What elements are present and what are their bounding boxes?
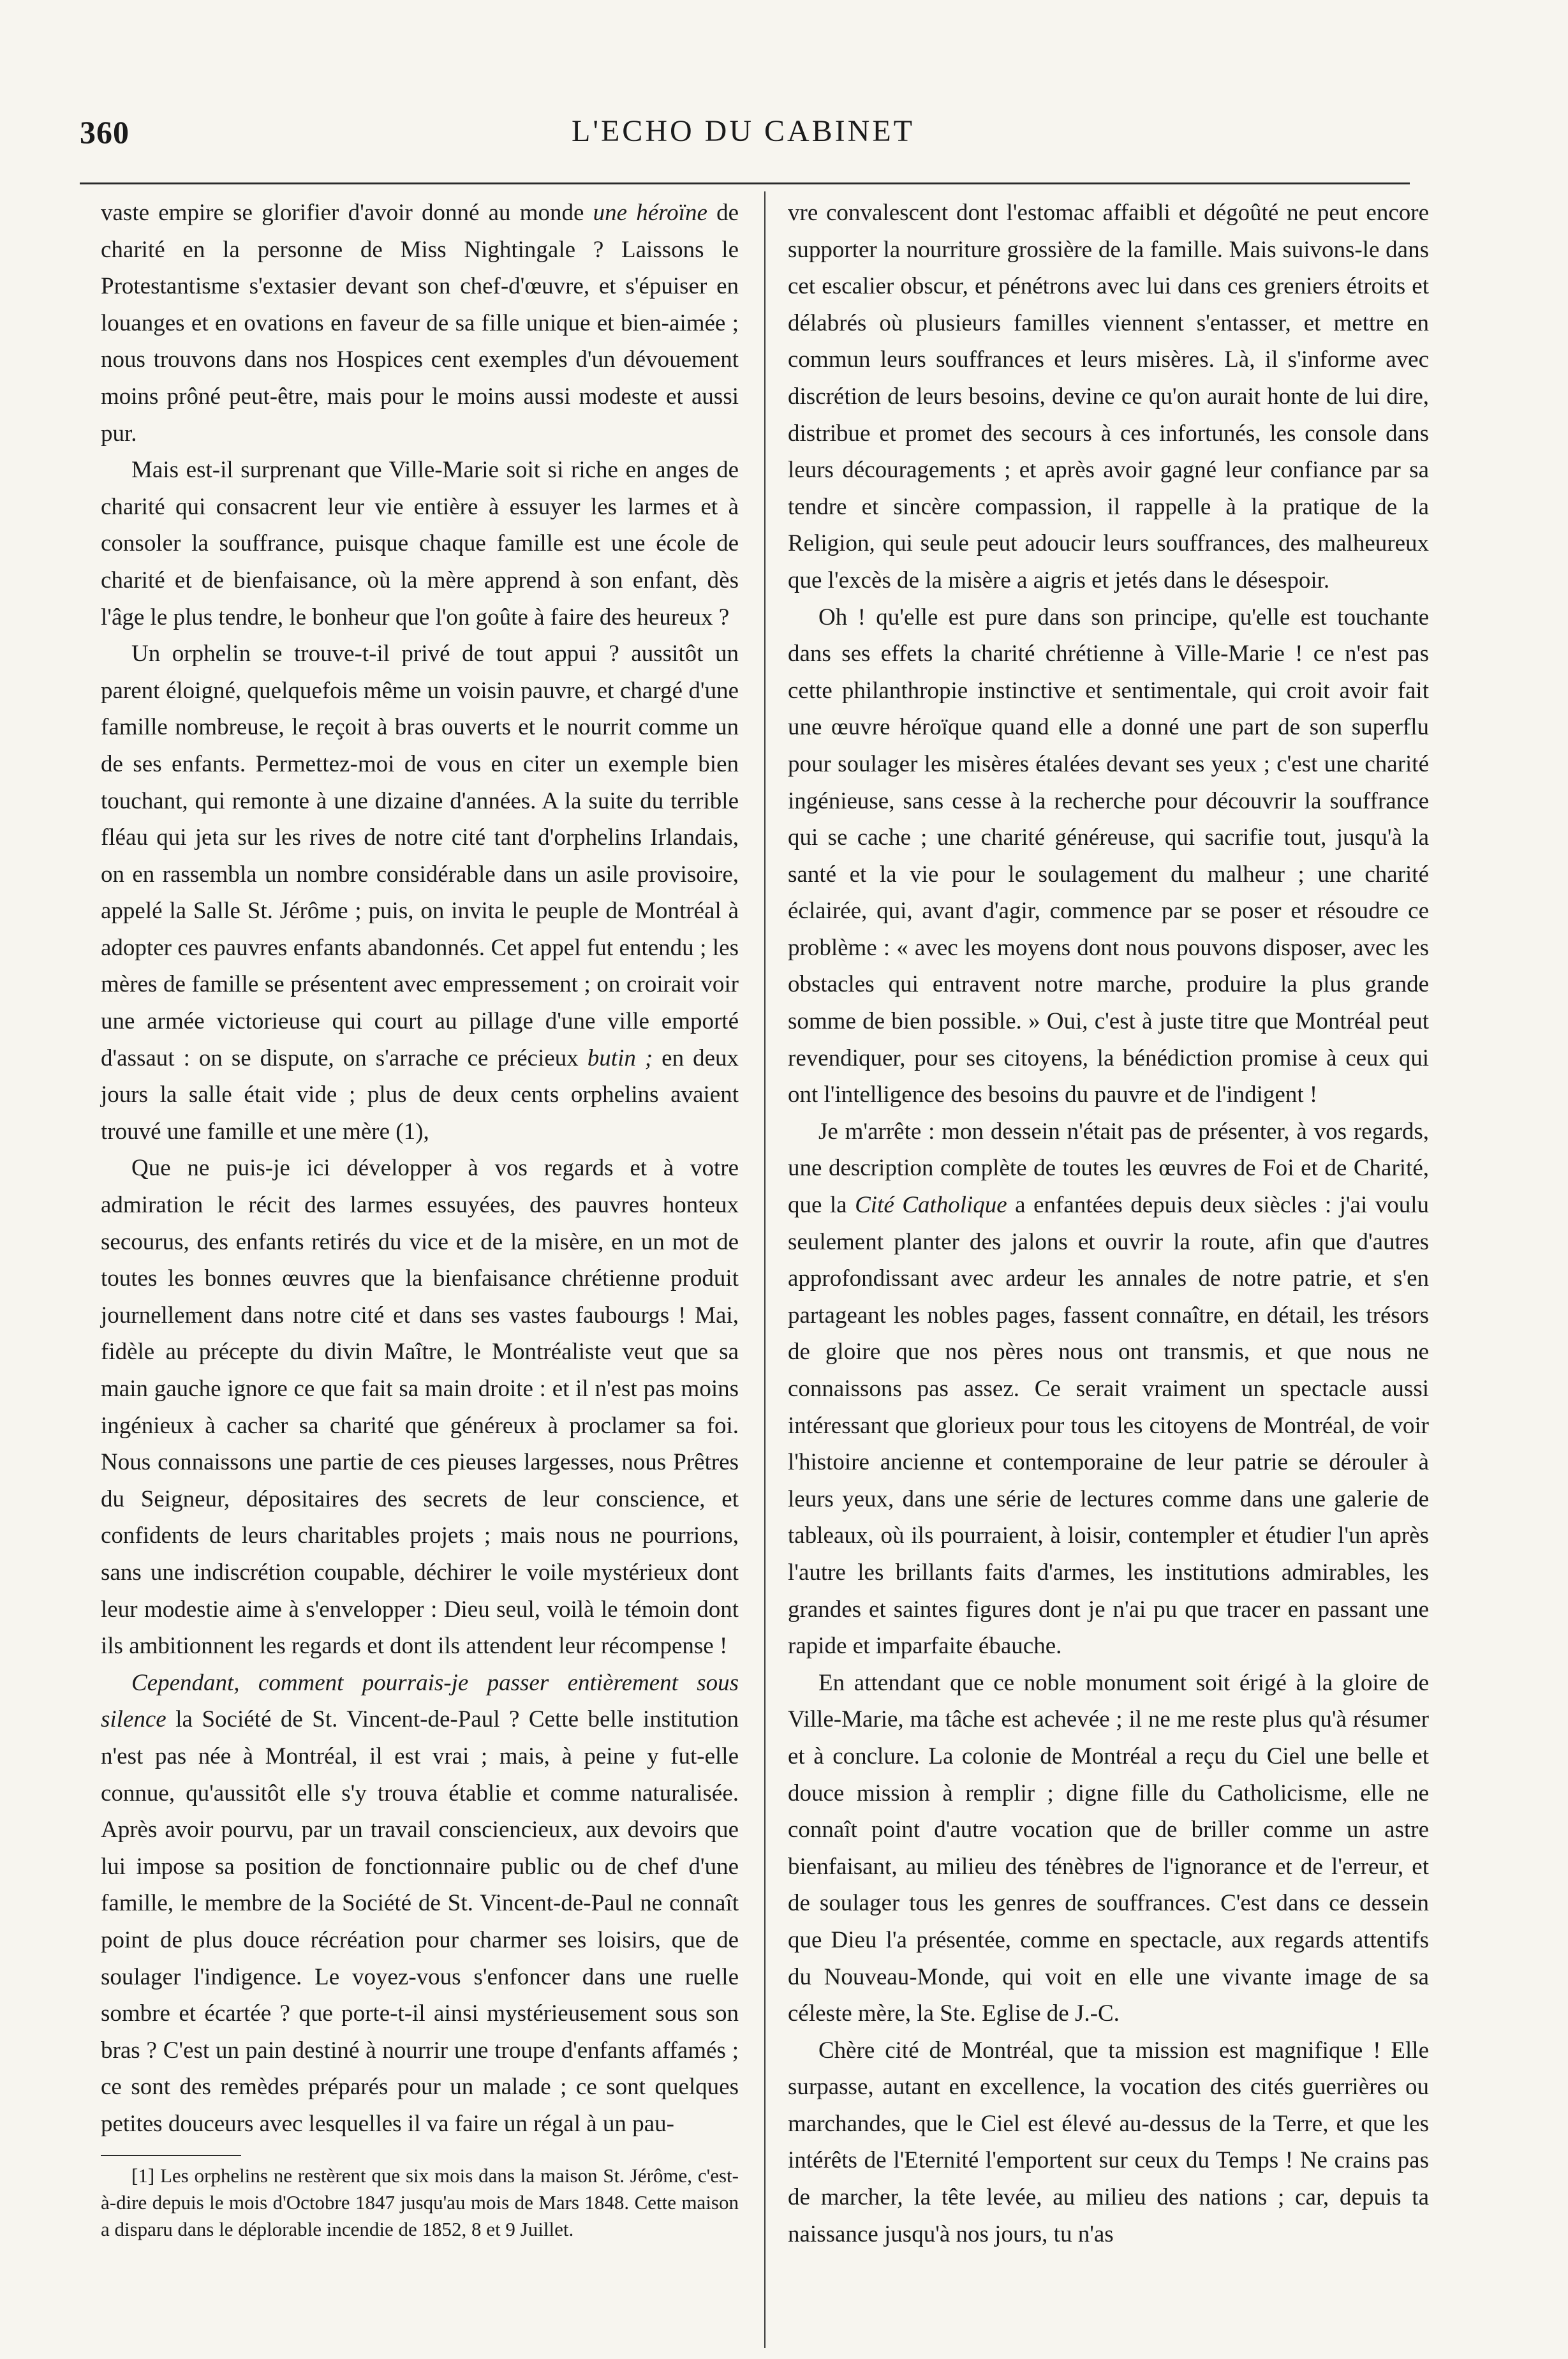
- page-number: 360: [80, 114, 129, 150]
- italic-text: une héroïne: [593, 200, 707, 226]
- right-column: [788, 195, 1429, 2252]
- footnote: [1] Les orphelins ne restèrent que six mois dans la maison St. Jérôme, c'est-à-dire depuis le mois d'Octobre 1847 jusqu'au mois de Mars 1848. Cette maison a disparu dans le déplorable incendie de 1852, 8 et 9 Juillet.: [101, 2164, 739, 2241]
- page-header: [80, 114, 1407, 165]
- right-paragraph-4: En attendant que ce noble monument soit érigé à la gloire de Ville-Marie, ma tâche est achevée ; il ne me reste plus qu'à résumer et à conclure. La colonie de Montréal a reçu du Ciel une belle et douce mission à remplir ; digne fille du Catholicisme, elle ne connaît point d'autre vocation que de briller comme un astre bienfaisant, au milieu des ténèbres de l'ignorance et de l'erreur, et de soulager tous les genres de souffrances. C'est dans ce dessein que Dieu l'a présentée, comme en spectacle, aux regards attentifs du Nouveau-Monde, qui voit en elle une vivante image de sa céleste mère, la Ste. Eglise de J.-C.: [788, 1669, 1429, 2027]
- text-run: de charité en la personne de Miss Nightingale ? Laissons le Protestantisme s'extasier devant son chef-d'œuvre, et s'épuiser en louanges et en ovations en faveur de sa fille unique et bien-aimée ; nous trouvons dans nos Hospices cent exemples d'un dévouement moins prôné peut-être, mais pour le moins aussi modeste et aussi pur.: [101, 200, 739, 447]
- left-paragraph-3: [101, 636, 739, 1150]
- text-run: a enfantées depuis deux siècles : j'ai voulu seulement planter des jalons et ouvrir la route, afin que d'autres approfondissant avec ardeur les annales de notre patrie, et s'en partageant les nobles pages, fassent connaître, en détail, les trésors de gloire que nos pères nous ont transmis, et que nous ne connaissons pas assez. Ce serait vraiment un spectacle aussi intéressant que glorieux pour tous les citoyens de Montréal, de voir l'histoire ancienne et contemporaine de leur patrie se dérouler à leurs yeux, dans une série de lectures comme dans une galerie de tableaux, où ils pourraient, à loisir, contempler et étudier l'un après l'autre les brillants faits d'armes, les institutions admirables, les grandes et saintes figures dont je n'ai pu que tracer en passant une rapide et imparfaite ébauche.: [788, 1192, 1430, 1660]
- left-paragraph-4: Que ne puis-je ici développer à vos regards et à votre admiration le récit des larmes essuyées, des pauvres honteux secourus, des enfants retirés du vice et de la misère, en un mot de toutes les bonnes œuvres que la bienfaisance chrétienne produit journellement dans notre cité et dans ses vastes faubourgs ! Mai, fidèle au précepte du divin Maître, le Montréaliste veut que sa main gauche ignore ce que fait sa main droite : et il n'est pas moins ingénieux à cacher sa charité que généreux à proclamer sa foi. Nous connaissons une partie de ces pieuses largesses, nous Prêtres du Seigneur, dépositaires des secrets de leur conscience, et confidents de leurs charitables projets ; mais nous ne pourrions, sans une indiscrétion coupable, déchirer le voile mystérieux dont leur modestie aime à s'envelopper : Dieu seul, voilà le témoin dont ils ambitionnent les regards et dont ils attendent leur récompense !: [101, 1155, 739, 1660]
- text-run: Je m'arrête : mon dessein n'était pas de présenter, à vos regards, une description complète de toutes les œuvres de Foi et de Charité, que la: [788, 1118, 1429, 1219]
- right-paragraph-3: [788, 1113, 1429, 1665]
- left-paragraph-5: [101, 1665, 739, 2143]
- text-run: en deux jours la salle était vide ; plus de deux cents orphelins avaient trouvé une famille et une mère (1),: [101, 1045, 739, 1145]
- column-divider: [764, 191, 766, 2348]
- text-run: vaste empire se glorifier d'avoir donné au monde: [101, 200, 584, 226]
- right-paragraph-1: vre convalescent dont l'estomac affaibli et dégoûté ne peut encore supporter la nourriture grossière de la famille. Mais suivons-le dans cet escalier obscur, et pénétrons avec lui dans ces greniers étroits et délabrés où plusieurs familles viennent s'entasser, et mettre en commun leurs souffrances et leurs misères. Là, il s'informe avec discrétion de leurs besoins, devine ce qu'on aurait honte de lui dire, distribue et promet des secours à ces infortunés, les console dans leurs découragements ; et après avoir gagné leur confiance par sa tendre et sincère compassion, il rappelle à la pratique de la Religion, qui seule peut adoucir leurs souffrances, des malheureux que l'excès de la misère a aigris et jetés dans le désespoir.: [788, 200, 1429, 593]
- right-paragraph-5: Chère cité de Montréal, que ta mission est magnifique ! Elle surpasse, autant en excellence, la vocation des cités guerrières ou marchandes, que le Ciel est élevé au-dessus de la Terre, et que les intérêts de l'Eternité l'emportent sur ceux du Temps ! Ne crains pas de marcher, la tête levée, au milieu des nations ; car, depuis ta naissance jusqu'à nos jours, tu n'as: [788, 2037, 1429, 2247]
- header-rule: [80, 182, 1410, 184]
- text-run: Un orphelin se trouve-t-il privé de tout appui ? aussitôt un parent éloigné, quelquefois même un voisin pauvre, et chargé d'une famille nombreuse, le reçoit à bras ouverts et le nourrit comme un de ses enfants. Permettez-moi de vous en citer un exemple bien touchant, qui remonte à une dizaine d'années. A la suite du terrible fléau qui jeta sur les rives de notre cité tant d'orphelins Irlandais, on en rassembla un nombre considérable dans un asile provisoire, appelé la Salle St. Jérôme ; puis, on invita le peuple de Montréal à adopter ces pauvres enfants abandonnés. Cet appel fut entendu ; les mères de famille se présentent avec empressement ; on croirait voir une armée victorieuse qui court au pillage d'une ville emporté d'assaut : on se dispute, on s'arrache ce précieux: [101, 641, 739, 1071]
- left-paragraph-2: Mais est-il surprenant que Ville-Marie soit si riche en anges de charité qui consacrent leur vie entière à essuyer les larmes et à consoler la souffrance, puisque chaque famille est une école de charité et de bienfaisance, où la mère apprend à son enfant, dès l'âge le plus tendre, le bonheur que l'on goûte à faire des heureux ?: [101, 457, 739, 630]
- left-column: [101, 195, 739, 2243]
- italic-text: butin ;: [587, 1045, 653, 1071]
- right-paragraph-2: Oh ! qu'elle est pure dans son principe, qu'elle est touchante dans ses effets la charité chrétienne à Ville-Marie ! ce n'est pas cette philanthropie instinctive et sentimentale, qui croit avoir fait une œuvre héroïque quand elle a donné une part de son superflu pour soulager les misères étalées devant ses yeux ; c'est une charité ingénieuse, sans cesse à la recherche pour découvrir la souffrance qui se cache ; une charité généreuse, qui sacrifie tout, jusqu'à la santé et la vie pour le soulagement du malheur ; une charité éclairée, qui, avant d'agir, commence par se poser et résoudre ce problème : « avec les moyens dont nous pouvons disposer, avec les obstacles qui entravent notre marche, produire la plus grande somme de bien possible. » Oui, c'est à juste titre que Montréal peut revendiquer, pour ses citoyens, la bénédiction promise à ceux qui ont l'intelligence des besoins du pauvre et de l'indigent !: [788, 604, 1429, 1108]
- running-title: L'ECHO DU CABINET: [572, 114, 915, 148]
- left-paragraph-1: [101, 195, 739, 452]
- text-run: la Société de St. Vincent-de-Paul ? Cette belle institution n'est pas née à Montréal, il est vrai ; mais, à peine y fut-elle connue, qu'aussitôt elle s'y trouva établie et comme naturalisée. Après avoir pourvu, par un travail consciencieux, aux devoirs que lui impose sa position de fonctionnaire public ou de chef d'une famille, le membre de la Société de St. Vincent-de-Paul ne connaît point de plus douce récréation pour charmer ses loisirs, que de soulager l'indigence. Le voyez-vous s'enfoncer dans une ruelle sombre et écartée ? que porte-t-il ainsi mystérieusement sous son bras ? C'est un pain destiné à nourrir une troupe d'enfants affamés ; ce sont des remèdes préparés pour un malade ; ce sont quelques petites douceurs avec lesquelles il va faire un régal à un pau-: [101, 1706, 739, 2137]
- italic-text: Cité Catholique: [855, 1192, 1007, 1219]
- footnote-rule: [101, 2155, 241, 2156]
- italic-text: Cependant, comment pourrais-je passer entièrement sous silence: [101, 1669, 739, 1733]
